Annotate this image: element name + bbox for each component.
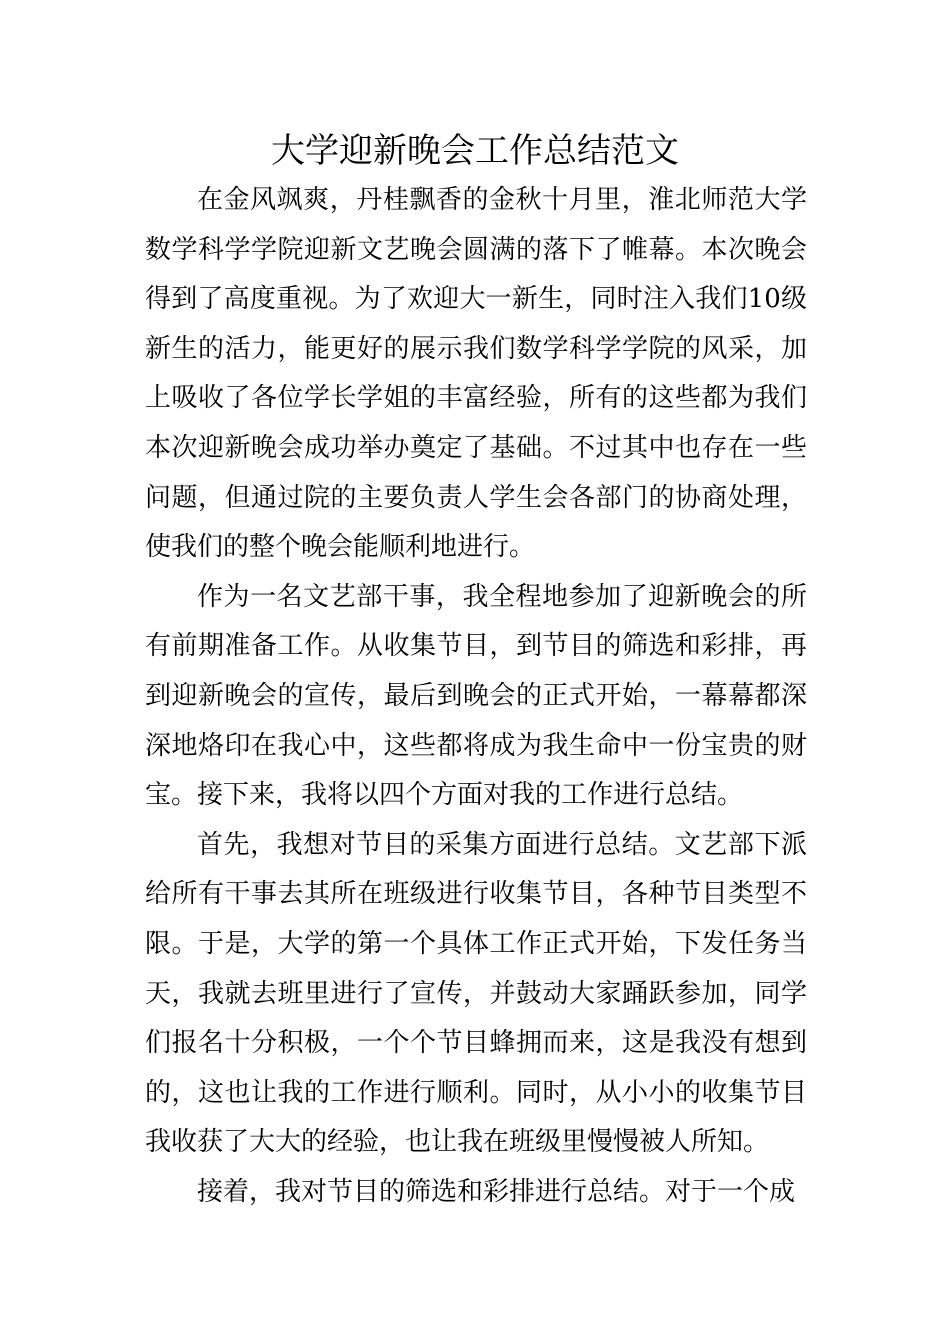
paragraph: 在金风飒爽，丹桂飘香的金秋十月里，淮北师范大学数学科学学院迎新文艺晚会圆满的落下了帷幕。本次晚会得到了高度重视。为了欢迎大一新生，同时注入我们10级新生的活力，能更好的展示我们数学科学学院的风采，加上吸收了各位学长学姐的丰富经验，所有的这些都为我们本次迎新晚会成功举办奠定了基础。不过其中也存在一些问题，但通过院的主要负责人学生会各部门的协商处理，使我们的整个晚会能顺利地进行。 — [145, 185, 807, 563]
paragraph: 接着，我对节目的筛选和彩排进行总结。对于一个成 — [197, 1176, 796, 1207]
document-title: 大学迎新晚会工作总结范文 — [271, 131, 679, 171]
document-body — [145, 176, 807, 1217]
paragraph: 作为一名文艺部干事，我全程地参加了迎新晚会的所有前期准备工作。从收集节目，到节目的筛选和彩排，再到迎新晚会的宣传，最后到晚会的正式开始，一幕幕都深深地烙印在我心中，这些都将成为我生命中一份宝贵的财宝。接下来，我将以四个方面对我的工作进行总结。 — [145, 581, 807, 811]
paragraph: 首先，我想对节目的采集方面进行总结。文艺部下派给所有干事去其所在班级进行收集节目，各种节目类型不限。于是，大学的第一个具体工作正式开始，下发任务当天，我就去班里进行了宣传，并鼓动大家踊跃参加，同学们报名十分积极，一个个节目蜂拥而来，这是我没有想到的，这也让我的工作进行顺利。同时，从小小的收集节目我收获了大大的经验，也让我在班级里慢慢被人所知。 — [145, 829, 807, 1158]
